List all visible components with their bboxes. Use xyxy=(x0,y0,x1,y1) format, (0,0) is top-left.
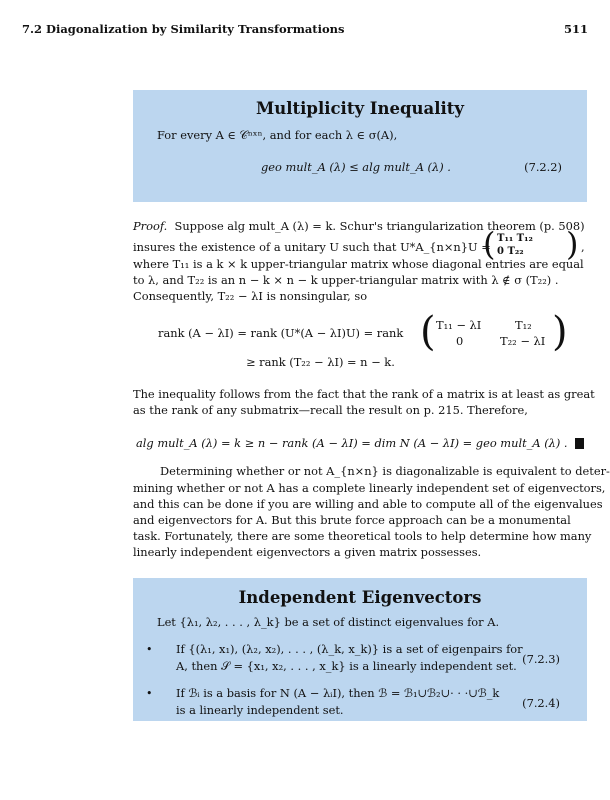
rank-left-paren: ( xyxy=(420,309,436,355)
proof-label: Proof. xyxy=(133,219,168,233)
final-equation: alg mult_A (λ) = k ≥ n − rank (A − λI) = dim N (A − λI) = geo mult_A (λ) . xyxy=(136,436,568,450)
box-statement: For every A ∈ 𝒞ⁿˣⁿ, and for each λ ∈ σ(A), xyxy=(157,128,398,142)
proof-line-5: Consequently, T₂₂ − λI is nonsingular, so xyxy=(133,289,368,303)
paragraph-line-6: linearly independent eigenvectors a given matrix possesses. xyxy=(133,545,482,559)
right-paren: ) xyxy=(566,225,579,263)
box-title: Independent Eigenvectors xyxy=(238,588,482,607)
bullet-2: • xyxy=(146,687,153,700)
comma: , xyxy=(581,240,585,254)
rank-m21: 0 xyxy=(456,334,464,348)
page-number: 511 xyxy=(563,22,588,36)
section-title: 7.2 Diagonalization by Similarity Transformations xyxy=(22,22,345,36)
equation-number-724: (7.2.4) xyxy=(522,696,560,710)
running-header xyxy=(22,22,588,38)
rank-right-paren: ) xyxy=(552,309,568,355)
matrix-bottom-row: 0 T₂₂ xyxy=(497,246,524,257)
proof-line-1 xyxy=(133,219,585,234)
bullet-1-line-2: A, then 𝒮 = {x₁, x₂, . . . , x_k} is a linearly independent set. xyxy=(176,659,517,673)
rank-equation-line-2: ≥ rank (T₂₂ − λI) = n − k. xyxy=(246,355,395,369)
rank-m12: T₁₂ xyxy=(515,318,532,332)
bullet-2-line-1: If ℬᵢ is a basis for N (A − λᵢI), then ℬ = ℬ₁∪ℬ₂∪· · ·∪ℬ_k xyxy=(176,686,500,700)
left-paren: ( xyxy=(483,225,496,263)
paragraph-line-3: and this can be done if you are willing and able to compute all of the eigenvalues xyxy=(133,497,603,511)
bullet-1-line-1: If {(λ₁, x₁), (λ₂, x₂), . . . , (λ_k, x_k)} is a set of eigenpairs for xyxy=(176,642,523,656)
paragraph-line-4: and eigenvectors for A. But this brute force approach can be a monumental xyxy=(133,513,571,527)
rank-m11: T₁₁ − λI xyxy=(436,318,482,332)
proof-text-1: Suppose alg mult_A (λ) = k. Schur's triangularization theorem (p. 508) xyxy=(174,219,585,233)
proof-line-3: where T₁₁ is a k × k upper-triangular matrix whose diagonal entries are equal xyxy=(133,257,584,271)
bullet-1: • xyxy=(146,643,153,656)
paragraph-line-5: task. Fortunately, there are some theoretical tools to help determine how many xyxy=(133,529,592,543)
paragraph-line-2: mining whether or not A has a complete linearly independent set of eigenvectors, xyxy=(133,481,606,495)
rank-equation-left: rank (A − λI) = rank (U*(A − λI)U) = rank xyxy=(158,326,404,340)
equation-number: (7.2.2) xyxy=(524,160,562,174)
qed-square xyxy=(575,438,584,449)
inequality-equation: geo mult_A (λ) ≤ alg mult_A (λ) . xyxy=(261,160,451,174)
equation-number-723: (7.2.3) xyxy=(522,652,560,666)
box2-intro: Let {λ₁, λ₂, . . . , λ_k} be a set of distinct eigenvalues for A. xyxy=(157,615,500,629)
proof-line-2: insures the existence of a unitary U such that U*A_{n×n}U = xyxy=(133,240,491,254)
matrix-top-row: T₁₁ T₁₂ xyxy=(497,233,533,244)
inequality-text-1: The inequality follows from the fact that the rank of a matrix is at least as great xyxy=(133,387,595,401)
proof-line-4: to λ, and T₂₂ is an n − k × n − k upper-triangular matrix with λ ∉ σ (T₂₂) . xyxy=(133,273,559,287)
bullet-2-line-2: is a linearly independent set. xyxy=(176,703,344,717)
multiplicity-inequality-box xyxy=(133,90,587,202)
inequality-text-2: as the rank of any submatrix—recall the result on p. 215. Therefore, xyxy=(133,403,528,417)
paragraph-line-1: Determining whether or not A_{n×n} is diagonalizable is equivalent to deter- xyxy=(160,464,610,478)
box-title: Multiplicity Inequality xyxy=(256,99,464,118)
rank-m22: T₂₂ − λI xyxy=(500,334,546,348)
independent-eigenvectors-box xyxy=(133,578,587,721)
